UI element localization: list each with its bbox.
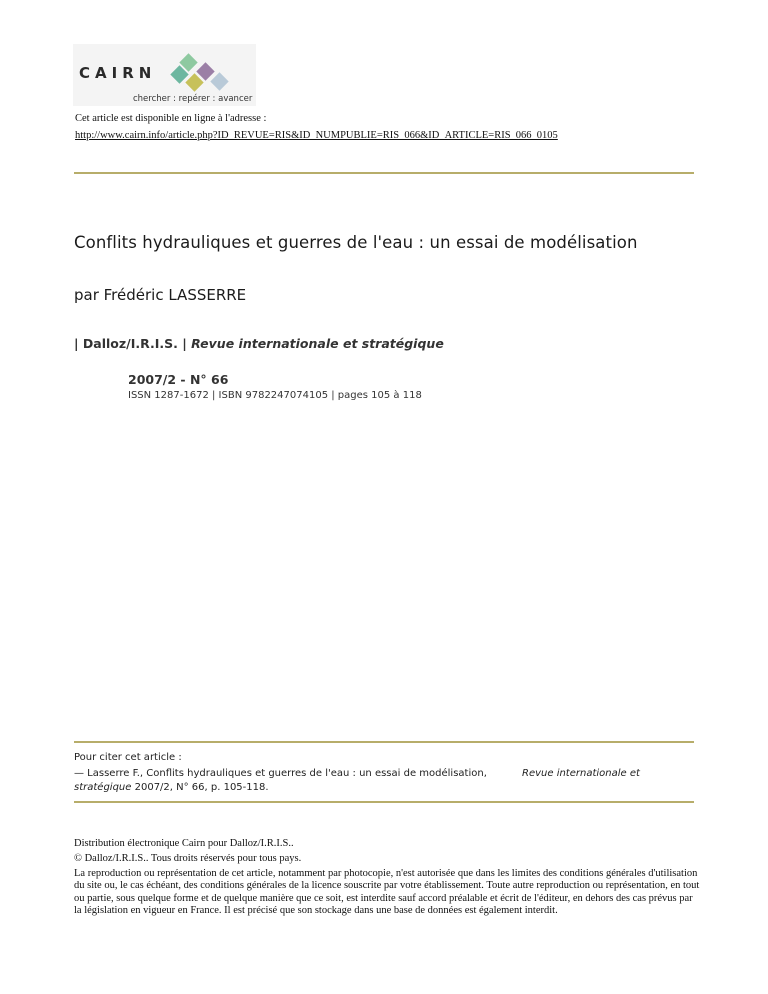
availability-text: Cet article est disponible en ligne à l'adresse :	[75, 113, 267, 124]
divider-citation-top	[74, 741, 694, 743]
divider-citation-bottom	[74, 801, 694, 803]
journal-name: Revue internationale et stratégique	[191, 336, 444, 351]
logo-diamond-blue	[210, 72, 228, 90]
citation-journal-part1: Revue internationale et	[522, 768, 640, 779]
citation-line-1: — Lasserre F., Conflits hydrauliques et guerres de l'eau : un essai de modélisation,	[74, 768, 487, 779]
divider-top	[74, 172, 694, 174]
citation-journal-part2: stratégique	[74, 782, 132, 793]
article-author: par Frédéric LASSERRE	[74, 286, 247, 304]
article-url-link[interactable]: http://www.cairn.info/article.php?ID_REVUE=RIS&ID_NUMPUBLIE=RIS_066&ID_ARTICLE=RIS_066_0105	[75, 130, 558, 141]
cairn-logo	[73, 44, 256, 106]
copyright-text: © Dalloz/I.R.I.S.. Tous droits réservés pour tous pays.	[74, 853, 302, 864]
publisher-name: | Dalloz/I.R.I.S. |	[74, 336, 187, 351]
legal-notice: La reproduction ou représentation de cet article, notamment par photocopie, n'est autorisée que dans les limites des conditions générales d'utilisation du site ou, le cas échéant, des conditions générales de la licence souscrite par votre établissement. Toute autre reproduction ou représentation, en tout ou partie, sous quelque forme et de quelque manière que ce soit, est interdite sauf accord préalable et écrit de l'éditeur, en dehors des cas prévus par la législation en vigueur en France. Il est précisé que son stockage dans une base de données est également interdit.	[74, 868, 700, 917]
issue-number: 2007/2 - N° 66	[128, 372, 229, 387]
article-title: Conflits hydrauliques et guerres de l'eau : un essai de modélisation	[74, 233, 638, 252]
distribution-text: Distribution électronique Cairn pour Dalloz/I.R.I.S..	[74, 838, 294, 849]
citation-line-2	[74, 782, 269, 793]
publisher-line	[74, 336, 444, 351]
issn-isbn-pages: ISSN 1287-1672 | ISBN 9782247074105 | pages 105 à 118	[128, 390, 422, 401]
logo-wordmark: CAIRN	[79, 64, 157, 82]
citation-issue-pages: 2007/2, N° 66, p. 105-118.	[131, 782, 269, 793]
citation-label: Pour citer cet article :	[74, 752, 182, 763]
logo-tagline: chercher : repérer : avancer	[133, 94, 253, 104]
